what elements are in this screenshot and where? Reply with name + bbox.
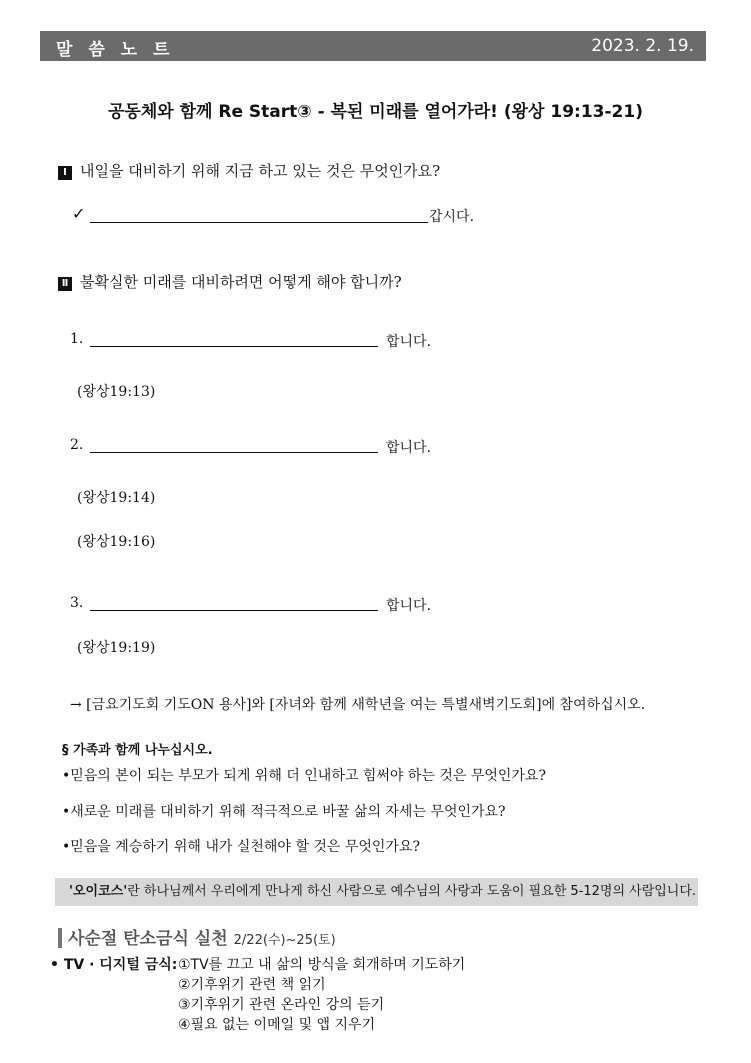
item3-ref: (왕상19:19) [77, 640, 156, 656]
section1-heading [58, 160, 440, 181]
item2-answer-line[interactable] [90, 452, 378, 453]
item2-ref-a: (왕상19:14) [77, 490, 156, 506]
fasting-item-4: ④필요 없는 이메일 및 앱 지우기 [178, 1017, 376, 1033]
section1-suffix: 갑시다. [429, 209, 475, 225]
header-date: 2023. 2. 19. [591, 36, 694, 56]
oikos-banner [55, 878, 698, 906]
sermon-title: 공동체와 함께 Re Start③ - 복된 미래를 열어가라! (왕상 19:13-21) [108, 102, 643, 122]
fasting-label: • TV · 디지털 금식: [50, 957, 178, 973]
item3-suffix: 합니다. [386, 598, 432, 614]
check-mark: ✓ [72, 204, 86, 223]
fasting-bar [58, 928, 62, 948]
header-bar [40, 31, 706, 61]
section1-marker: Ⅰ [58, 166, 72, 180]
family-question-3: •믿음을 계승하기 위해 내가 실천해야 할 것은 무엇인가요? [62, 839, 420, 855]
item1-ref: (왕상19:13) [77, 384, 156, 400]
family-question-1: •믿음의 본이 되는 부모가 되게 위해 더 인내하고 힘써야 하는 것은 무엇인가요? [62, 768, 546, 784]
item1-answer-line[interactable] [90, 346, 378, 347]
fasting-item-3: ③기후위기 관련 온라인 강의 듣기 [178, 997, 385, 1013]
header-title: 말 씀 노 트 [56, 40, 175, 60]
section2-question: 불확실한 미래를 대비하려면 어떻게 해야 합니까? [80, 273, 402, 291]
section1-question: 내일을 대비하기 위해 지금 하고 있는 것은 무엇인가요? [80, 162, 441, 180]
item2-suffix: 합니다. [386, 440, 432, 456]
fasting-item-1: ①TV를 끄고 내 삶의 방식을 회개하며 기도하기 [178, 957, 466, 973]
family-question-2: •새로운 미래를 대비하기 위해 적극적으로 바꿀 삶의 자세는 무엇인가요? [62, 804, 506, 820]
participation-note: → [금요기도회 기도ON 용사]와 [자녀와 함께 새학년을 여는 특별새벽기도회]에 참여하십시오. [70, 697, 646, 713]
section2-marker: Ⅱ [58, 277, 72, 291]
item3-number: 3. [70, 595, 84, 611]
fasting-item-2: ②기후위기 관련 책 읽기 [178, 977, 326, 993]
answer-line-1[interactable] [90, 222, 428, 223]
family-heading: § 가족과 함께 나누십시오. [62, 743, 213, 758]
item1-number: 1. [70, 331, 84, 347]
fasting-title-row [58, 924, 336, 949]
oikos-text: 란 하나님께서 우리에게 만나게 하신 사람으로 예수님의 사랑과 도움이 필요한 5-12명의 사람입니다. [127, 884, 697, 899]
item2-ref-b: (왕상19:16) [77, 534, 156, 550]
item3-answer-line[interactable] [90, 610, 378, 611]
fasting-date: 2/22(수)~25(토) [233, 933, 336, 948]
item2-number: 2. [70, 437, 84, 453]
oikos-term: '오이코스' [69, 884, 128, 899]
item1-suffix: 합니다. [386, 334, 432, 350]
fasting-title: 사순절 탄소금식 실천 [68, 929, 228, 949]
section2-heading [58, 271, 402, 292]
